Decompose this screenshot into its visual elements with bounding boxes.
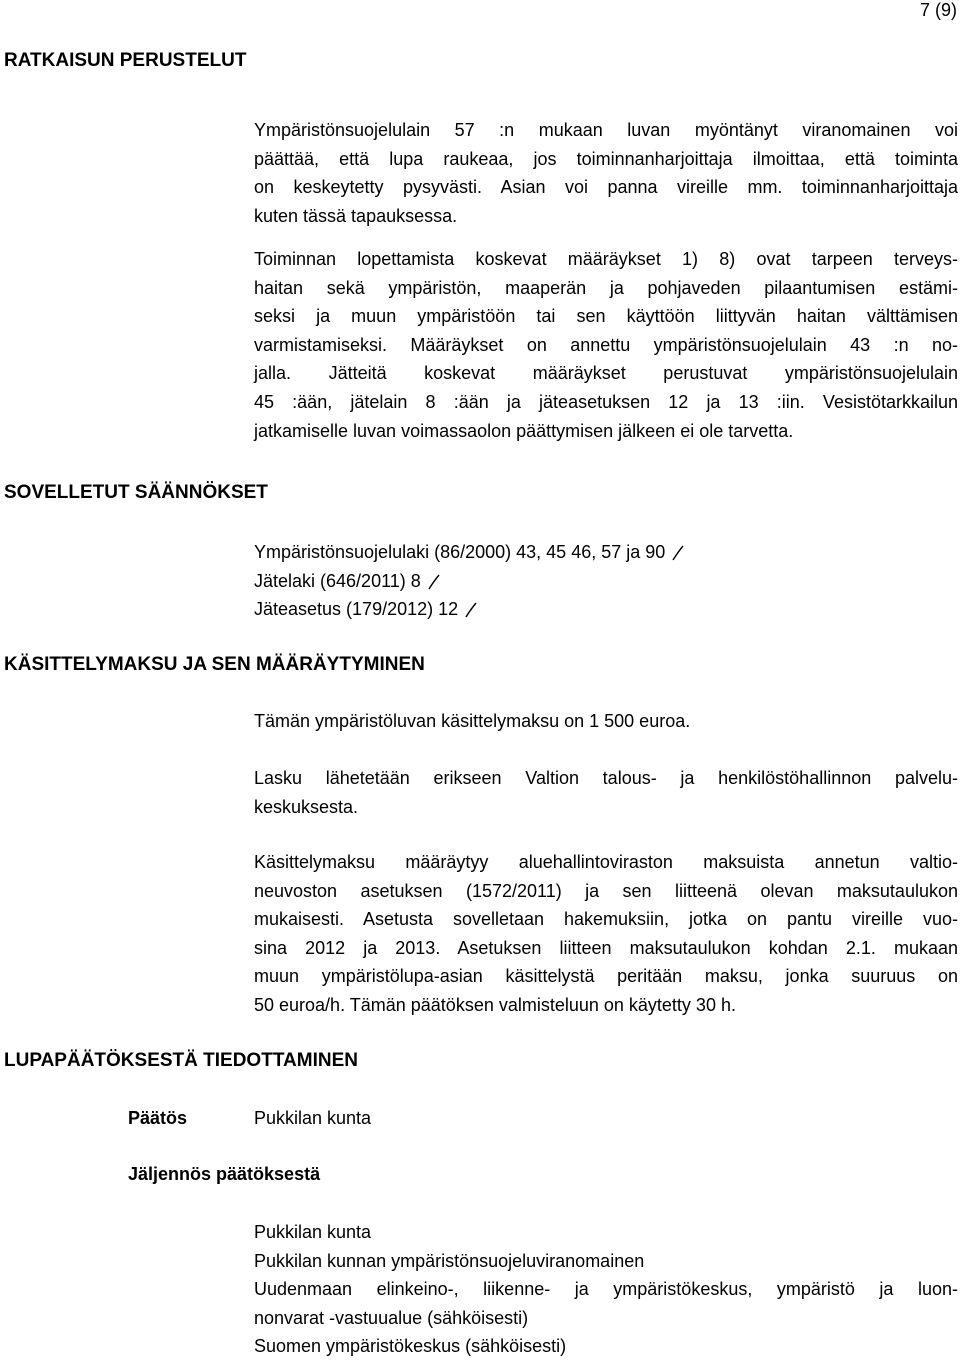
text-line: Ympäristönsuojelulain 57 :n mukaan luvan myöntänyt viranomainen voi [254,120,958,140]
reasoning-paragraph-2 [254,245,958,445]
regulation-item: Jäteasetus (179/2012) 12 [254,595,958,624]
reasoning-paragraph-1 [254,116,958,230]
decision-recipient: Pukkilan kunta [254,1108,372,1128]
text-line: haitan sekä ympäristön, maaperän ja pohjaveden pilaantumisen estämi- [254,277,958,298]
text-line: seksi ja muun ympäristöön tai sen käyttöön liittyvän haitan välttämisen [254,306,958,327]
recipient-item: nonvarat -vastuualue (sähköisesti) [254,1307,529,1328]
section-heading-kasittelymaksu: KÄSITTELYMAKSU JA SEN MÄÄRÄYTYMINEN [4,654,425,675]
text-line: varmistamiseksi. Määräykset on annettu ympäristönsuojelulain 43 :n no- [254,334,958,355]
page-number: 7 (9) [919,0,957,20]
text-line: 45 :ään, jätelain 8 :ään ja jäteasetuksen 12 ja 13 :iin. Vesistötarkkailun [254,391,958,412]
text-line: keskuksesta. [254,796,359,817]
copy-recipients-list [254,1218,958,1361]
recipient-item: Suomen ympäristökeskus (sähköisesti) [254,1336,567,1357]
text-line: Toiminnan lopettamista koskevat määräykset 1) 8) ovat tarpeen terveys- [254,249,958,269]
decision-label: Päätös [128,1108,188,1128]
text-line: Tämän ympäristöluvan käsittelymaksu on 1 500 euroa. [254,711,691,731]
text-line: jatkamiselle luvan voimassaolon päättymisen jälkeen ei ole tarvetta. [254,420,794,441]
text-line: Lasku lähetetään erikseen Valtion talous- ja henkilöstöhallinnon palvelu- [254,768,958,788]
fee-paragraph-3 [254,848,958,1020]
text-line: jalla. Jätteitä koskevat määräykset perustuvat ympäristönsuojelulain [254,363,958,384]
recipient-item: Uudenmaan elinkeino-, liikenne- ja ympäristökeskus, ympäristö ja luon- [254,1279,958,1300]
text-line: päättää, että lupa raukeaa, jos toiminnanharjoittaja ilmoittaa, että toiminta [254,148,958,169]
text-line: 50 euroa/h. Tämän päätöksen valmisteluun on käytetty 30 h. [254,994,736,1015]
section-heading-sovelletut-saannokset: SOVELLETUT SÄÄNNÖKSET [4,482,268,503]
recipient-item: Pukkilan kunnan ympäristönsuojeluviranomainen [254,1250,645,1271]
text-line: kuten tässä tapauksessa. [254,205,458,226]
regulation-item: Jätelaki (646/2011) 8 [254,567,958,596]
fee-paragraph-2 [254,764,958,821]
text-line: mukaisesti. Asetusta sovelletaan hakemuksiin, jotka on pantu vireille vuo- [254,909,958,930]
applied-regulations-list [254,538,958,624]
section-sign-icon [671,543,685,563]
text-line: Käsittelymaksu määräytyy aluehallintoviraston maksuista annetun valtio- [254,852,958,872]
section-heading-ratkaisun-perustelut: RATKAISUN PERUSTELUT [4,50,247,71]
fee-paragraph-1 [254,707,958,736]
text-line: sina 2012 ja 2013. Asetuksen liitteen maksutaulukon kohdan 2.1. mukaan [254,937,958,958]
section-sign-icon [427,572,441,592]
text-line: neuvoston asetuksen (1572/2011) ja sen liitteenä olevan maksutaulukon [254,880,958,901]
section-sign-icon [464,600,478,620]
text-line: on keskeytetty pysyvästi. Asian voi panna vireille mm. toiminnanharjoittaja [254,177,958,198]
text-line: muun ympäristölupa-asian käsittelystä peritään maksu, jonka suuruus on [254,966,958,987]
recipient-item: Pukkilan kunta [254,1222,372,1242]
regulation-item: Ympäristönsuojelulaki (86/2000) 43, 45 46, 57 ja 90 [254,538,958,567]
section-heading-lupapaatoksesta-tiedottaminen: LUPAPÄÄTÖKSESTÄ TIEDOTTAMINEN [4,1050,358,1071]
copy-label: Jäljennös päätöksestä [128,1164,321,1184]
